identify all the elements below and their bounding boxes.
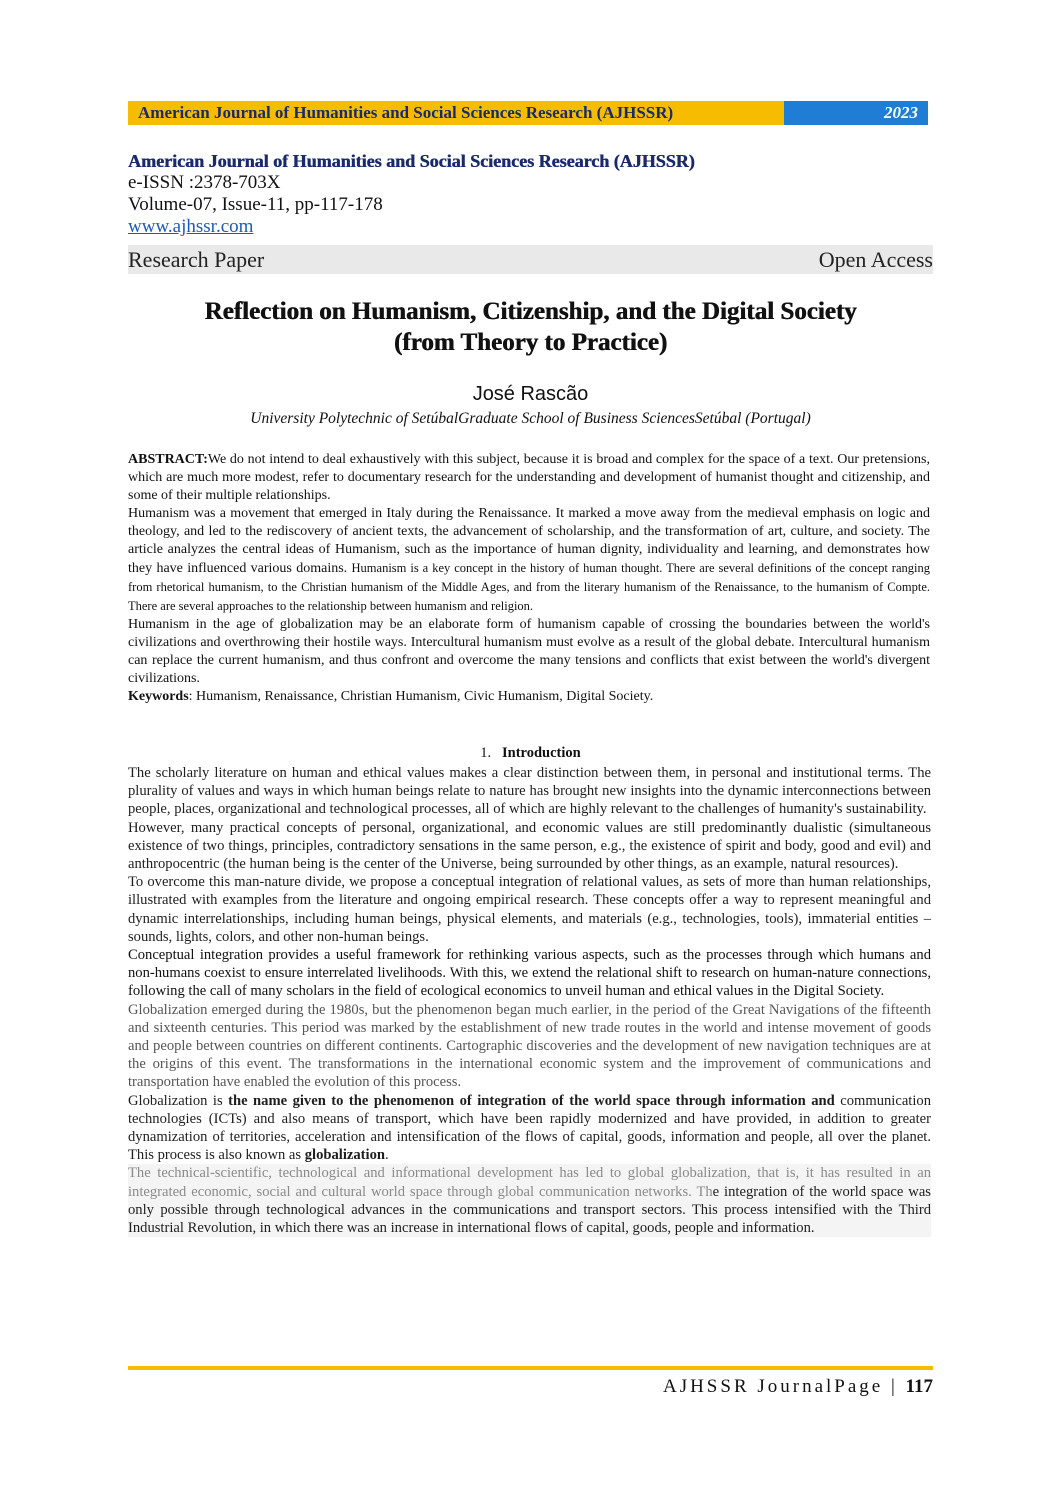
running-header [128, 101, 928, 125]
author-name: José Rascão [472, 383, 589, 405]
author-affiliation: University Polytechnic of SetúbalGraduate School of Business SciencesSetúbal (Portugal) [250, 410, 811, 427]
publication-meta [128, 150, 933, 238]
body-paragraph-5: Globalization emerged during the 1980s, but the phenomenon began much earlier, in the period of the Great Navigations of the fifteenth and sixteenth centuries. This period was marked by the establishment of new trade routes in the world and intense movement of goods and people between countries on different continents. Cartographic discoveries and the development of new navigation techniques are at the origins of this event. The transformations in the international economic system and the improvement of communications and transportation have enabled the evolution of this process. [128, 1001, 931, 1091]
body-paragraph-3: To overcome this man-nature divide, we propose a conceptual integration of relational values, as sets of more than human relationships, illustrated with examples from the literature and ongoing empirical research. These concepts offer a way to represent meaningful and dynamic interrelationships, including human beings, physical elements, and materials (e.g., technologies, tools), immaterial entities – sounds, lights, colors, and other non-human beings. [128, 874, 931, 945]
issn: e-ISSN :2378-703X [128, 172, 281, 193]
abstract-paragraph-3: Humanism in the age of globalization may be an elaborate form of humanism capable of crossing the boundaries between the world's civilizations and overthrowing their hostile ways. Intercultural humanism must evolve as a result of the global debate. Intercultural humanism can replace the current humanism, and thus confront and overcome the many tensions and conflicts that exist between the world's divergent civilizations. [128, 617, 930, 686]
footer-label: AJHSSR JournalPage | [662, 1376, 906, 1397]
paper-title-line-1: Reflection on Humanism, Citizenship, and the Digital Society [204, 298, 857, 325]
keywords-label: Keywords [128, 689, 189, 704]
page-footer [128, 1376, 933, 1398]
abstract-label: ABSTRACT: [128, 452, 208, 467]
body-text [128, 764, 931, 1237]
body-paragraph-6: Globalization is the name given to the phenomenon of integration of the world space through information and communication technologies (ICTs) and also means of transport, which have been rapidly modernized and have provided, in addition to greater dynamization of territories, acceleration and intensification of the flows of capital, goods, information and people, all over the planet. This process is also known as globalization. [128, 1092, 932, 1164]
access-type: Open Access [818, 246, 933, 272]
keywords: Keywords: Humanism, Renaissance, Christian Humanism, Civic Humanism, Digital Society. [128, 689, 654, 704]
journal-url-link[interactable]: www.ajhssr.com [128, 216, 254, 237]
running-header-journal: American Journal of Humanities and Social Sciences Research (AJHSSR) [128, 101, 784, 125]
journal-name: American Journal of Humanities and Social Sciences Research (AJHSSR) [128, 151, 695, 171]
body-paragraph-1: The scholarly literature on human and ethical values makes a clear distinction between them, in personal and institutional terms. The plurality of values and ways in which human beings relate to nature has brought new insights into the dynamic interconnections between people, places, organizational and technological processes, all of which are highly relevant to the challenges of humanity's sustainability. [128, 765, 931, 818]
body-paragraph-4: Conceptual integration provides a useful framework for rethinking various aspects, such as the processes through which humans and non-humans coexist to ensure interrelated livelihoods. With this, we extend the relational shift to research on human-nature connections, following the call of many scholars in the field of ecological economics to unveil human and ethical values in the Digital Society. [128, 947, 931, 1000]
section-heading [128, 745, 933, 762]
article-type: Research Paper [128, 246, 265, 272]
body-paragraph-2: However, many practical concepts of personal, organizational, and economic values are still predominantly dualistic (simultaneous existence of two things, principles, contradictory sensations in the same person, e.g., the existence of spirit and body, good and evil) and anthropocentric (the human being is the center of the Universe, being surrounded by other things, as an example, natural resources). [128, 819, 931, 873]
page-number: 117 [905, 1376, 933, 1397]
section-number: 1. [480, 745, 492, 761]
footer-rule [128, 1366, 933, 1370]
running-header-year: 2023 [784, 101, 928, 125]
abstract-paragraph-2-small: Humanism is a key concept in the history of human thought. There are several definitions of the concept ranging from rhetorical humanism, to the Christian humanism of the Middle Ages, and from the literary humanism of the Renaissance, to the humanism of Compte. There are several approaches to the relationship between humanism and religion. [128, 561, 930, 613]
body-paragraph-7: The technical-scientific, technological and informational development has led to global globalization, that is, it has resulted in an integrated economic, social and cultural world space through global communication networks. The integration of the world space was only possible through technological advances in the communications and transport sectors. This process intensified with the Third Industrial Revolution, in which there was an increase in international flows of capital, goods, people and information. [128, 1165, 931, 1237]
paper-title [128, 296, 933, 358]
paper-title-line-2: (from Theory to Practice) [393, 329, 668, 356]
abstract-paragraph-1: ABSTRACT:We do not intend to deal exhaustively with this subject, because it is broad and complex for the space of a text. Our pretensions, which are much more modest, refer to documentary research for the understanding and development of humanist thought and citizenship, and some of their multiple relationships. [128, 452, 930, 503]
article-type-bar [128, 245, 933, 274]
abstract [128, 451, 930, 706]
abstract-paragraph-2: Humanism was a movement that emerged in Italy during the Renaissance. It marked a move away from the medieval emphasis on logic and theology, and led to the rediscovery of ancient texts, the advancement of scholarship, and the transformation of art, culture, and society. The article analyzes the central ideas of Humanism, such as the importance of human dignity, individuality and learning, and demonstrates how they have influenced various domains. Humanism is a key concept in the history of human thought. There are several definitions of the concept ranging from rhetorical humanism, to the Christian humanism of the Middle Ages, and from the literary humanism of the Renaissance, to the humanism of Compte. There are several approaches to the relationship between humanism and religion. [128, 506, 930, 613]
section-title: Introduction [502, 745, 581, 761]
volume-issue: Volume-07, Issue-11, pp-117-178 [128, 194, 383, 215]
